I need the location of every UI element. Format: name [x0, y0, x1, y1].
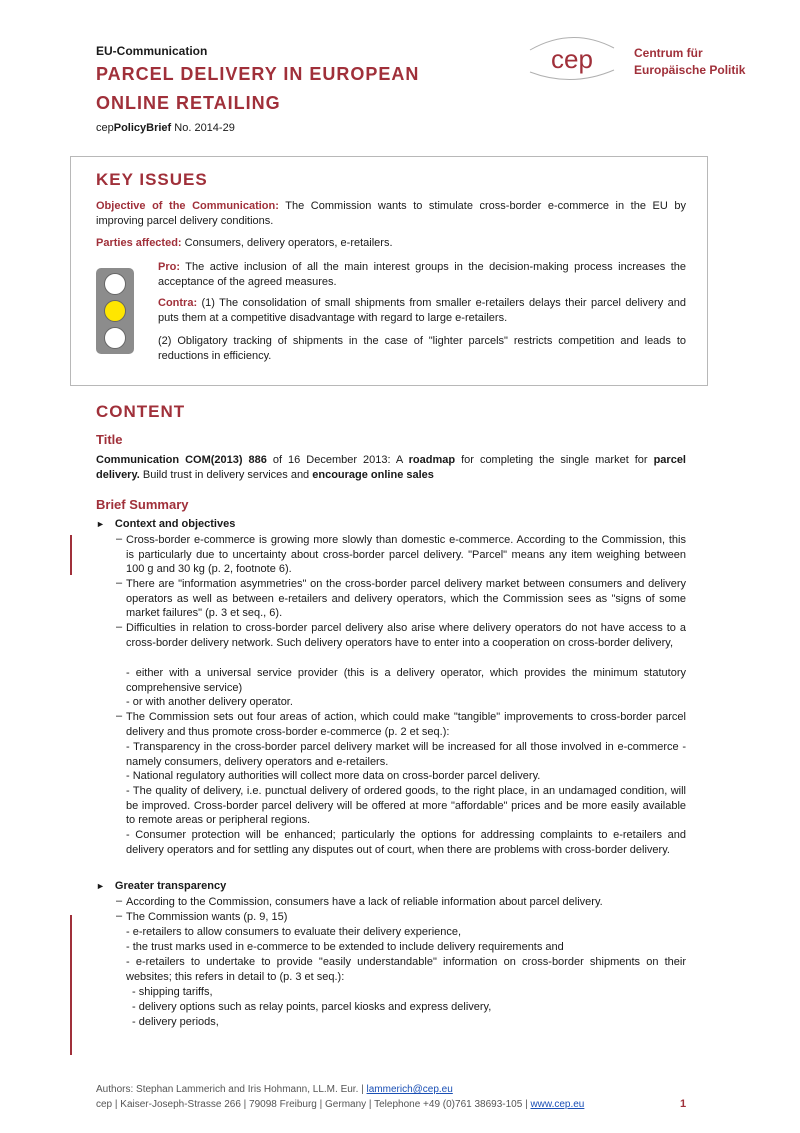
brief-number: cepPolicyBrief No. 2014-29	[96, 122, 235, 134]
arrow-bullet-icon: ►	[96, 881, 105, 891]
sub-list-item: - or with another delivery operator.	[126, 696, 293, 708]
sub-list-item: - e-retailers to undertake to provide "easily understandable" information on cross-border shipments on their websites; this refers in detail to (p. 3 et seq.):	[126, 956, 686, 983]
traffic-light-top	[104, 273, 126, 295]
footer-address: cep | Kaiser-Joseph-Strasse 266 | 79098 Freiburg | Germany | Telephone +49 (0)761 38693-105 | www.cep.eu	[96, 1099, 585, 1110]
document-title-line2: ONLINE RETAILING	[96, 93, 281, 113]
key-issues-title: KEY ISSUES	[96, 170, 208, 189]
communication-title-paragraph: Communication COM(2013) 886 of 16 December 2013: A roadmap for completing the single market for parcel delivery. Build trust in delivery services and encourage online sales	[96, 454, 686, 481]
change-marker-bar	[70, 535, 72, 575]
content-title: CONTENT	[96, 402, 186, 421]
list-item: The Commission wants (p. 9, 15)	[126, 911, 288, 923]
cep-logo	[522, 30, 622, 85]
parties-affected-paragraph: Parties affected: Consumers, delivery operators, e-retailers.	[96, 237, 393, 249]
sub-list-item: - the trust marks used in e-commerce to be extended to include delivery requirements and	[126, 941, 564, 953]
author-email-link[interactable]: lammerich@cep.eu	[366, 1084, 453, 1095]
pro-paragraph: Pro: The active inclusion of all the main interest groups in the decision-making process increases the acceptance of the agreed measures.	[158, 261, 686, 288]
traffic-light-icon	[96, 268, 134, 354]
website-link[interactable]: www.cep.eu	[530, 1099, 585, 1110]
list-item: There are "information asymmetries" on the cross-border parcel delivery market between consumers and delivery operators as well as between e-retailers and delivery operators, which the Commission sees as "signs of some market failures" (p. 3 et seq., 6).	[126, 578, 686, 619]
sub-list-item: - either with a universal service provider (this is a delivery operator, which provides the minimum statutory comprehensive service)	[126, 667, 686, 694]
sub-list-item: - e-retailers to allow consumers to evaluate their delivery experience,	[126, 926, 462, 938]
footer-authors: Authors: Stephan Lammerich and Iris Hohmann, LL.M. Eur. | lammerich@cep.eu	[96, 1084, 453, 1095]
sub-list-item: - Transparency in the cross-border parcel delivery market will be increased for all those involved in e-commerce - namely consumers, delivery operators and e-retailers.	[126, 741, 686, 768]
sub-sub-list-item: - delivery options such as relay points, parcel kiosks and express delivery,	[132, 1001, 492, 1013]
page-number: 1	[680, 1098, 687, 1110]
list-item: Cross-border e-commerce is growing more slowly than domestic e-commerce. According to the Commission, this is particularly due to uncertainty about cross-border parcel delivery. "Parcel" means any item weighing between 100 g and 30 kg (p. 2, footnote 6).	[126, 534, 686, 575]
traffic-light-bottom	[104, 327, 126, 349]
sub-sub-list-item: - shipping tariffs,	[132, 986, 213, 998]
logo-mark: cep	[551, 44, 593, 74]
list-item: According to the Commission, consumers have a lack of reliable information about parcel delivery.	[126, 896, 603, 908]
contra-paragraph-2: (2) Obligatory tracking of shipments in the case of "lighter parcels" restricts competition and leads to reductions in efficiency.	[158, 335, 686, 362]
bullet-heading-context: ► Context and objectives	[96, 518, 236, 530]
sub-list-item: - The quality of delivery, i.e. punctual delivery of ordered goods, to the right place, in an undamaged condition, will be improved. Cross-border parcel delivery will be offered at more "affordable" prices and be more easily available to remote areas or peripheral regions.	[126, 785, 686, 826]
arrow-bullet-icon: ►	[96, 519, 105, 529]
list-item: The Commission sets out four areas of action, which could make "tangible" improvements to cross-border parcel delivery and thus promote cross-border e-commerce (p. 2 et seq.):	[126, 711, 686, 738]
document-title-line1: PARCEL DELIVERY IN EUROPEAN	[96, 64, 420, 84]
list-item: Difficulties in relation to cross-border parcel delivery also arise where delivery operators do not have access to a cross-border delivery network. Such delivery operators have to enter into a cooperation on cross-border delivery,	[126, 622, 686, 649]
sub-list-item: - Consumer protection will be enhanced; particularly the options for addressing complaints to e-retailers and delivery operators and for settling any disputes out of court, when there are problems with cross-border delivery.	[126, 829, 686, 856]
traffic-light-yellow-active	[104, 300, 126, 322]
title-heading: Title	[96, 432, 123, 447]
objective-paragraph: Objective of the Communication: The Commission wants to stimulate cross-border e-commerce in the EU by improving parcel delivery conditions.	[96, 200, 686, 227]
bullet-heading-transparency: ► Greater transparency	[96, 880, 227, 892]
brief-summary-heading: Brief Summary	[96, 497, 189, 512]
sub-list-item: - National regulatory authorities will collect more data on cross-border parcel delivery.	[126, 770, 541, 782]
logo-organization-name: Centrum für Europäische Politik	[634, 46, 746, 77]
document-category: EU-Communication	[96, 44, 208, 58]
sub-sub-list-item: - delivery periods,	[132, 1016, 219, 1028]
contra-paragraph-1: Contra: (1) The consolidation of small shipments from smaller e-retailers delays their parcel delivery and puts them at a competitive disadvantage with regard to large e-retailers.	[158, 297, 686, 324]
change-marker-bar	[70, 915, 72, 1055]
